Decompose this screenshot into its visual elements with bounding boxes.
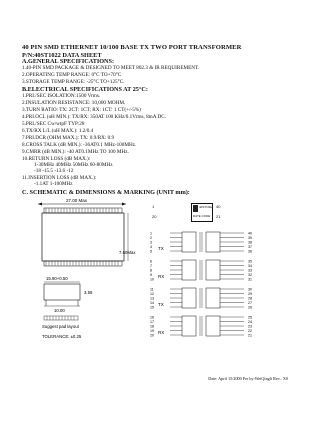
schematic-pin-right: 31 [248,277,252,282]
schematic-pin-left: 4 [150,245,152,249]
general-spec-3: 3.STORAGE TEMP RANGE: -25°C TO+125°C. [22,79,125,85]
schematic-pin-right: 33 [248,268,252,273]
marking-pin-21: 21 [216,214,221,219]
primary-coil [182,316,196,336]
marking-box [191,203,213,222]
rx-label-bottom: RX [158,330,165,335]
schematic-pin-left: 17 [150,320,154,324]
elec-spec-3: 3.TURN RATIO: TX: 2CT: 1CT; RX: 1CT: 1 CT(+/-5%) [22,107,141,113]
schematic-pin-left: 19 [150,329,154,333]
schematic-pin-left: 9 [150,273,152,277]
schematic-pin-left: 16 [150,315,154,320]
secondary-coil [206,316,220,336]
schematic-pin-left: 2 [150,236,152,240]
schematic-pin-left: 20 [150,333,154,338]
elec-spec-9: 9.CMRR (dB MIN.): -40 AT0.1MHz TO 100 MHz. [22,149,129,155]
return-loss-header: 1-30MHz 40MHz 50MHz 60-80MHz [34,162,113,168]
schematic-pin-right: 25 [248,315,252,320]
schematic-pin-left: 3 [150,240,152,245]
footprint-label: Suggest pad layout [42,324,79,329]
schematic-pin-right: 27 [248,301,252,305]
schematic-pin-left: 15 [150,305,154,310]
elec-spec-8: 8.CROSS TALK (dB MIN.): -36AT0.1 MHz-100MHz. [22,142,137,148]
tx-label-bottom: TX [158,302,164,307]
schematic-pin-right: 32 [248,273,252,277]
schematic-pin-left: 10 [150,277,154,282]
marking-pin-40: 40 [216,204,221,209]
schematic-pin-left: 13 [150,296,154,301]
dim-side-top-label: 15.90+0.50 [46,276,68,281]
elec-spec-1: 1.PRI./SEC ISOLATION:1500 Vrms. [22,93,101,99]
schematic-pin-left: 18 [150,324,154,329]
electrical-heading: B.ELECTRICAL SPECIFICATIONS AT 25°C: [22,86,148,93]
schematic-pin-right: 30 [248,287,252,292]
schematic-diagram [148,226,288,351]
tx-label-top: TX [158,246,164,251]
schematic-pin-right: 23 [248,324,252,329]
primary-coil [182,260,196,280]
insertion-heading: 11.INSERTION LOSS (dB MAX.): [22,175,97,181]
footer-date: Date: April 15/2000 Pre by:WeiQingli Rev.: X0 [208,376,288,381]
logo-mark [193,205,198,212]
schematic-pin-left: 7 [150,264,152,268]
elec-spec-10: 10.RETURN LOSS (dB MAX.): [22,156,91,162]
secondary-coil [206,288,220,308]
package-body [42,213,124,261]
schematic-pin-right: 34 [248,264,252,268]
schematic-pin-right: 40 [248,231,252,236]
primary-coil [182,232,196,252]
general-spec-2: 2.OPERATING TEMP RANGE: 0°C TO+70°C [22,72,122,78]
secondary-coil [206,232,220,252]
return-loss-values: -18 -15.5 -13.6 -12 [34,168,74,174]
schematic-pin-left: 6 [150,259,152,264]
top-pin-row [44,208,122,213]
schematic-pin-left: 14 [150,301,154,305]
general-spec-1: 1.40-PIN SMD PACKAGE & DESIGNED TO MEET 802.3 & IR REQUIREMENT. [22,65,200,71]
schematic-pin-right: 26 [248,305,252,310]
schematic-pin-right: 38 [248,240,252,245]
schematic-pin-right: 37 [248,245,252,249]
schematic-pin-right: 21 [248,333,252,338]
elec-spec-6: 6.TX/RX L/L (uH MAX.): 1.2/0.4 [22,128,94,134]
schematic-pin-right: 22 [248,329,252,333]
marking-pin-20: 20 [152,214,157,219]
schematic-pin-left: 5 [150,249,152,254]
primary-coil [182,288,196,308]
document-title: 40 PIN SMD ETHERNET 10/100 BASE TX TWO PORT TRANSFORMER [22,44,242,51]
dim-side-bottom-label: 10.00 [54,308,65,313]
schematic-pin-right: 29 [248,292,252,296]
general-heading: A.GENERAL SPECIFICATIONS: [22,58,115,65]
elec-spec-4: 4.PRI.OCL (uH MIN.): TX/RX: 350AT 100 KHz/0.1Vrms, 8mA DC. [22,114,166,120]
pad-layout [44,316,78,320]
dim-side-right-label: 3.58 [84,290,93,295]
transformer-coils [150,232,252,338]
schematic-pin-right: 28 [248,296,252,301]
bottom-pin-row [44,261,122,266]
elec-spec-2: 2.INSULATION RESISTANCE: 10,000 MOHM. [22,100,126,106]
marking-date: DATE CODE [193,214,211,218]
schematic-pin-left: 8 [150,268,152,273]
schematic-pin-right: 24 [248,320,252,324]
elec-spec-5: 5.PRI./SEC Cw/wtpF TYP:28 [22,121,85,127]
part-number: P/N:40ST1022 DATA SHEET [22,52,102,59]
dimension-drawing [18,196,138,346]
schematic-pin-right: 36 [248,249,252,254]
rx-label-top: RX [158,274,165,279]
marking-part: 40ST1022 [199,205,213,209]
schematic-pin-left: 12 [150,292,154,296]
secondary-coil [206,260,220,280]
schematic-pin-left: 1 [150,231,152,236]
tolerance-label: TOLERANCE: ±0.25 [42,334,82,339]
schematic-heading: C. SCHEMATIC & DIMENSIONS & MARKING (UNIT mm): [22,189,190,196]
dim-right-label: 7.60Max [119,250,136,255]
schematic-pin-right: 39 [248,236,252,240]
insertion-value: -1.1AT 1-100MHz [34,181,73,187]
marking-pin-1: 1 [152,204,155,209]
elec-spec-7: 7.PRI.DCR (OHM MAX.): TX: 0.9/RX: 0.9 [22,135,115,141]
schematic-pin-left: 11 [150,287,154,292]
schematic-pin-right: 35 [248,259,252,264]
dim-top-label: 27.00 Max [66,198,88,203]
side-view-body [44,284,80,300]
